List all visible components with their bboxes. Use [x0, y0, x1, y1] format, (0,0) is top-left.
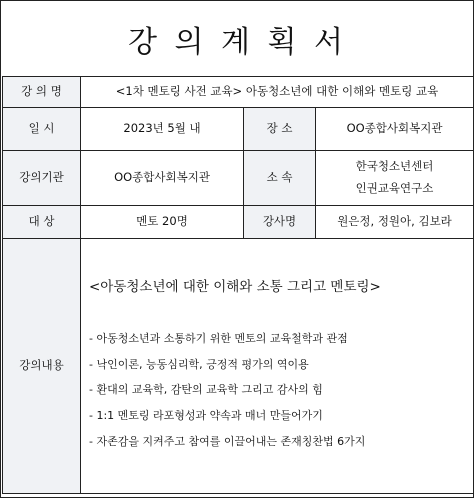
target-row: [3, 206, 474, 239]
date-value: 2023년 5월 내: [81, 108, 244, 151]
target-value: 멘토 20명: [81, 206, 244, 239]
content-row: [3, 239, 474, 494]
content-item: - 자존감을 지켜주고 참여를 이끌어내는 존재칭찬법 6가지: [89, 435, 366, 449]
content-body: [81, 239, 474, 494]
place-label: 장 소: [244, 108, 316, 151]
lecture-name-row: [3, 77, 474, 108]
institution-row: [3, 151, 474, 206]
institution-label: 강의기관: [3, 151, 81, 206]
institution-value: OO종합사회복지관: [81, 151, 244, 206]
affiliation-line-1: 한국청소년센터: [355, 159, 434, 174]
place-value: OO종합사회복지관: [316, 108, 474, 151]
content-item: - 아동청소년과 소통하기 위한 멘토의 교육철학과 관점: [89, 331, 348, 345]
document-title: 강 의 계 획 서: [2, 2, 473, 76]
content-heading: <아동청소년에 대한 이해와 소통 그리고 멘토링>: [89, 279, 381, 295]
content-label: 강의내용: [3, 239, 81, 494]
affiliation-label: 소 속: [244, 151, 316, 206]
schedule-row: [3, 108, 474, 151]
instructor-value: 원은정, 정원아, 김보라: [316, 206, 474, 239]
content-item: - 1:1 멘토링 라포형성과 약속과 매너 만들어가기: [89, 409, 323, 423]
content-item: - 낙인이론, 능동심리학, 긍정적 평가의 역이용: [89, 357, 309, 371]
target-label: 대 상: [3, 206, 81, 239]
instructor-label: 강사명: [244, 206, 316, 239]
date-label: 일 시: [3, 108, 81, 151]
affiliation-line-2: 인권교육연구소: [355, 181, 434, 195]
lecture-name-label: 강 의 명: [3, 77, 81, 108]
affiliation-value: [316, 151, 474, 206]
content-item: - 환대의 교육학, 감탄의 교육학 그리고 감사의 힘: [89, 383, 323, 397]
lecture-plan-table: [2, 76, 474, 494]
lecture-name-value: <1차 멘토링 사전 교육> 아동청소년에 대한 이해와 멘토링 교육: [81, 77, 474, 108]
